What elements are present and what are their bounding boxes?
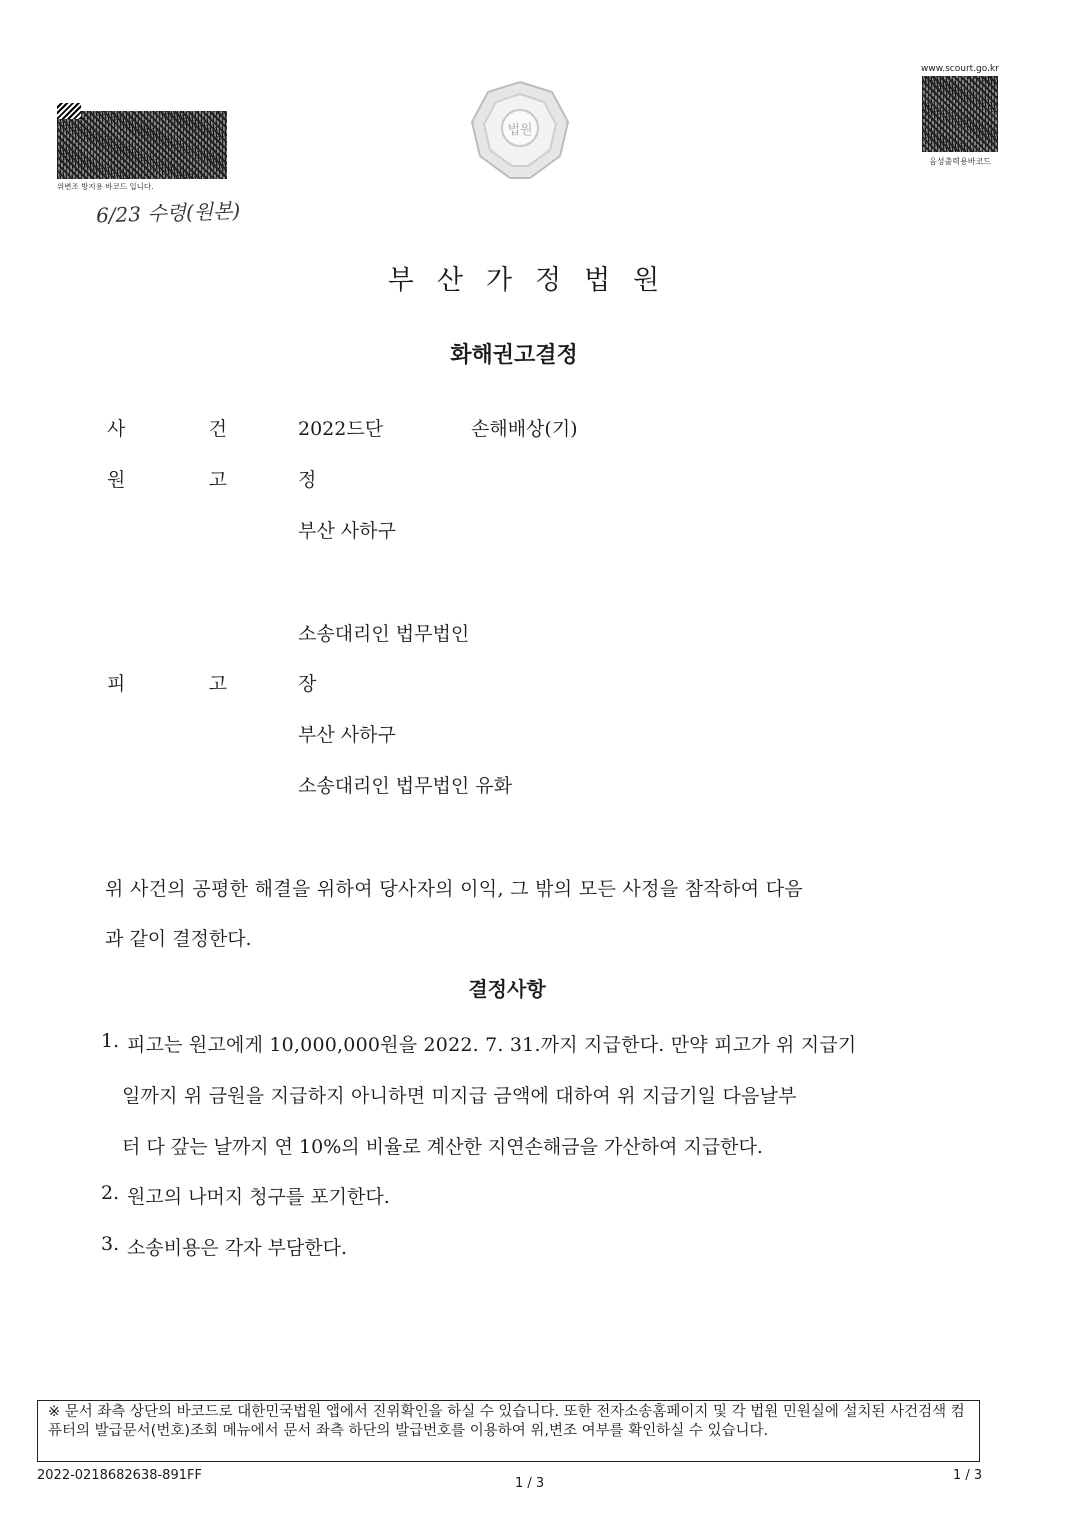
- defendant-address: 부산 사하구: [298, 724, 396, 746]
- defendant-label: 피 고: [107, 673, 227, 695]
- court-seal: [468, 78, 572, 182]
- plaintiff-name: 정: [298, 469, 317, 491]
- audio-barcode-caption: 음성출력용바코드: [929, 157, 991, 166]
- court-name: 부산가정법원: [387, 265, 683, 296]
- decision-item-line: 일까지 위 금원을 지급하지 아니하면 미지급 금액에 대하여 위 지급기일 다음날부: [122, 1085, 797, 1107]
- plaintiff-address: 부산 사하구: [298, 520, 396, 542]
- decision-heading: 결정사항: [468, 977, 546, 1001]
- defendant-agent: 소송대리인 법무법인 유화: [298, 775, 512, 797]
- decision-item-line: 소송비용은 각자 부담한다.: [127, 1237, 348, 1259]
- handwritten-note: 6/23 수령(원본): [95, 198, 241, 228]
- court-url: www.scourt.go.kr: [921, 64, 999, 74]
- case-type: 손해배상(기): [471, 418, 578, 440]
- audio-barcode: [922, 76, 998, 152]
- plaintiff-agent: 소송대리인 법무법인: [298, 623, 470, 645]
- page-number-center: 1 / 3: [515, 1476, 545, 1491]
- defendant-name: 장: [298, 673, 317, 695]
- intro-line: 위 사건의 공평한 해결을 위하여 당사자의 이익, 그 밖의 모든 사정을 참작하여 다음: [105, 878, 803, 900]
- barcode-caption: 위변조 방지용 바코드 입니다.: [57, 182, 154, 191]
- intro-line: 과 같이 결정한다.: [105, 928, 252, 950]
- case-number: 2022드단: [298, 418, 384, 440]
- page-number-right: 1 / 3: [953, 1468, 983, 1483]
- plaintiff-label: 원 고: [107, 469, 227, 491]
- case-label: 사 건: [107, 418, 227, 440]
- decision-item-number: 2.: [101, 1182, 120, 1204]
- anti-forgery-barcode: [57, 103, 227, 179]
- document-title: 화해권고결정: [450, 343, 578, 368]
- seal-text: 법원: [507, 123, 533, 138]
- decision-item-line: 피고는 원고에게 10,000,000원을 2022. 7. 31.까지 지급한다. 만약 피고가 위 지급기: [127, 1034, 857, 1056]
- decision-item-line: 터 다 갚는 날까지 연 10%의 비율로 계산한 지연손해금을 가산하여 지급한다.: [122, 1136, 763, 1158]
- decision-item-number: 1.: [101, 1030, 120, 1052]
- decision-item-number: 3.: [101, 1233, 120, 1255]
- decision-item-line: 원고의 나머지 청구를 포기한다.: [127, 1186, 390, 1208]
- issue-number: 2022-0218682638-891FF: [37, 1468, 202, 1483]
- verification-notice: ※ 문서 좌측 상단의 바코드로 대한민국법원 앱에서 진위확인을 하실 수 있습니다. 또한 전자소송홈페이지 및 각 법원 민원실에 설치된 사건검색 컴퓨터의 발급문서(번호)조회 메뉴에서 문서 좌측 하단의 발급번호를 이용하여 위,변조 여부를 확인하실 수 있습니다.: [37, 1400, 980, 1462]
